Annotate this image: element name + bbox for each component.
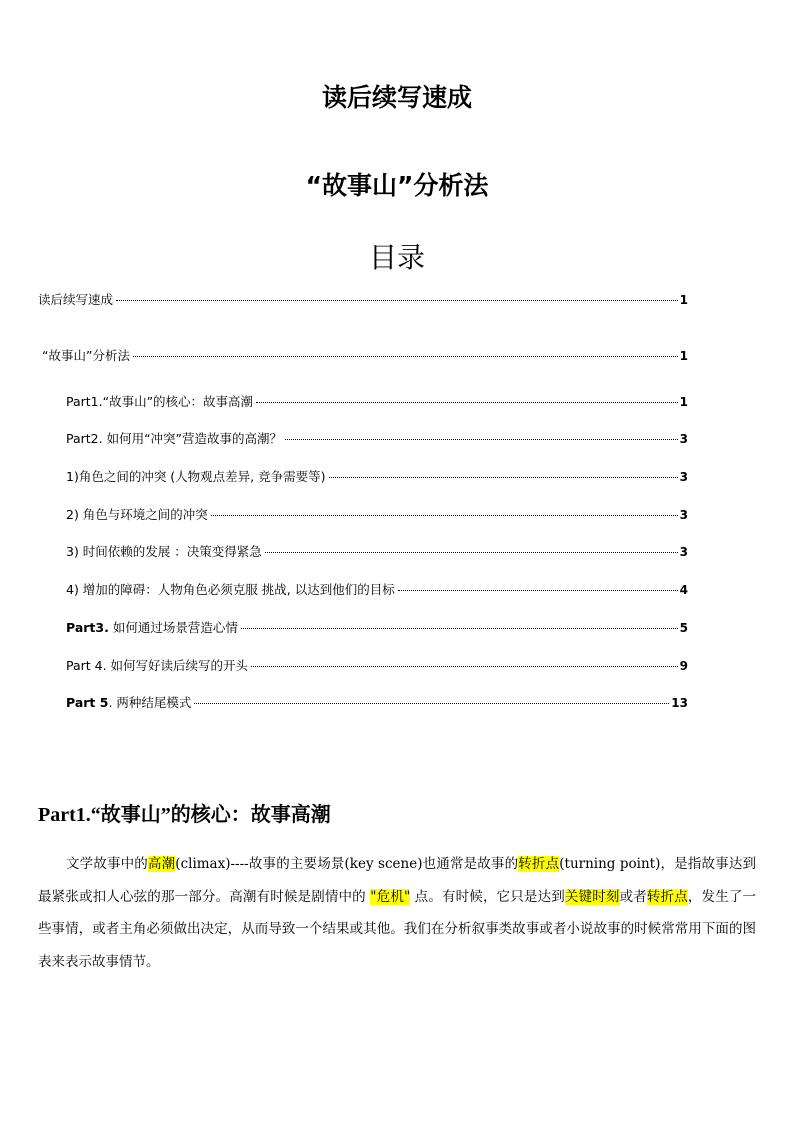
section-heading: Part1.“故事山”的核心：故事高潮 [38, 804, 331, 826]
toc-entry-text [66, 693, 191, 711]
toc-page-number: 1 [679, 293, 688, 307]
toc-entry-text: 1)角色之间的冲突 (人物观点差异, 竞争需要等) [66, 469, 326, 484]
toc-leader [285, 439, 678, 440]
document-subtitle: “故事山”分析法 [305, 171, 489, 200]
toc-page-number: 3 [679, 545, 688, 559]
paragraph-text: 文学故事中的 [66, 856, 148, 872]
toc-entry-text: “故事山”分析法 [42, 348, 130, 363]
toc-entry-prefix: Part3. [66, 620, 109, 635]
toc-entry[interactable] [38, 290, 688, 308]
paragraph-text: (climax)----故事的主要场景(key scene)也通常是故事的 [175, 856, 519, 872]
toc-page-number: 3 [679, 470, 688, 484]
toc-leader [251, 666, 678, 667]
toc-entry-text: 3) 时间依赖的发展 ：决策变得紧急 [66, 544, 262, 559]
toc-entry[interactable] [66, 542, 688, 560]
highlighted-term: 转折点 [646, 888, 688, 905]
toc-entry[interactable] [42, 346, 688, 364]
toc-page-number: 4 [679, 583, 688, 597]
toc-heading: 目录 [368, 241, 425, 274]
toc-entry[interactable] [66, 580, 688, 598]
toc-entry[interactable] [66, 505, 688, 523]
toc-entry[interactable] [66, 693, 688, 711]
toc-leader [241, 628, 678, 629]
toc-page-number: 13 [671, 696, 688, 710]
toc-entry-label: 如何通过场景营造心情 [108, 620, 238, 635]
paragraph-text: 点。有时候，它只是达到 [410, 888, 565, 905]
highlighted-term: 转折点 [518, 856, 560, 872]
toc-entry[interactable] [66, 429, 688, 447]
toc-page-number: 1 [679, 349, 688, 363]
toc-entry-text: Part2. 如何用“冲突”营造故事的高潮？ [66, 431, 283, 446]
highlighted-term: 关键时刻 [564, 888, 620, 905]
toc-leader [133, 356, 678, 357]
toc-entry-text [66, 618, 238, 636]
toc-entry[interactable] [66, 618, 688, 636]
toc-entry-text: 2) 角色与环境之间的冲突 [66, 507, 208, 522]
body-paragraph [38, 848, 756, 978]
highlighted-term: 高潮 [147, 856, 176, 872]
toc-page-number: 5 [679, 621, 688, 635]
toc-entry[interactable] [66, 392, 688, 410]
toc-entry[interactable] [66, 467, 688, 485]
paragraph-text: 或者 [619, 888, 647, 905]
toc-leader [116, 300, 678, 301]
paragraph-text: ，发生了一些事情，或者主角必须做出决定，从而导致一个结果或其他。我们在分析叙事类故事或者小说故事的时候常常用下面的图表来表示故事情节。 [38, 888, 757, 970]
toc-entry[interactable] [66, 656, 688, 674]
toc-entry-text: Part1.“故事山”的核心：故事高潮 [66, 394, 254, 409]
toc-entry-label: . 两种结尾模式 [108, 695, 192, 710]
paragraph-text: (turning point)，是指故事达到最紧张或扣人心弦的那一部分。高潮有时候是剧情中的 [38, 856, 756, 905]
toc-page-number: 3 [679, 508, 688, 522]
toc-leader [398, 590, 678, 591]
document-title: 读后续写速成 [321, 83, 472, 112]
toc-leader [211, 515, 678, 516]
toc-leader [194, 703, 669, 704]
highlighted-term: "危机" [370, 888, 411, 905]
toc-entry-text: 4) 增加的障碍：人物角色必须克服 挑战, 以达到他们的目标 [66, 582, 395, 597]
toc-page-number: 9 [679, 659, 688, 673]
toc-page-number: 1 [679, 395, 688, 409]
toc-leader [265, 552, 678, 553]
toc-entry-text: Part 4. 如何写好读后续写的开头 [66, 658, 249, 673]
toc-leader [329, 477, 678, 478]
toc-page-number: 3 [679, 432, 688, 446]
toc-entry-text: 读后续写速成 [38, 292, 114, 307]
toc-leader [256, 402, 678, 403]
toc-entry-prefix: Part 5 [66, 695, 109, 710]
